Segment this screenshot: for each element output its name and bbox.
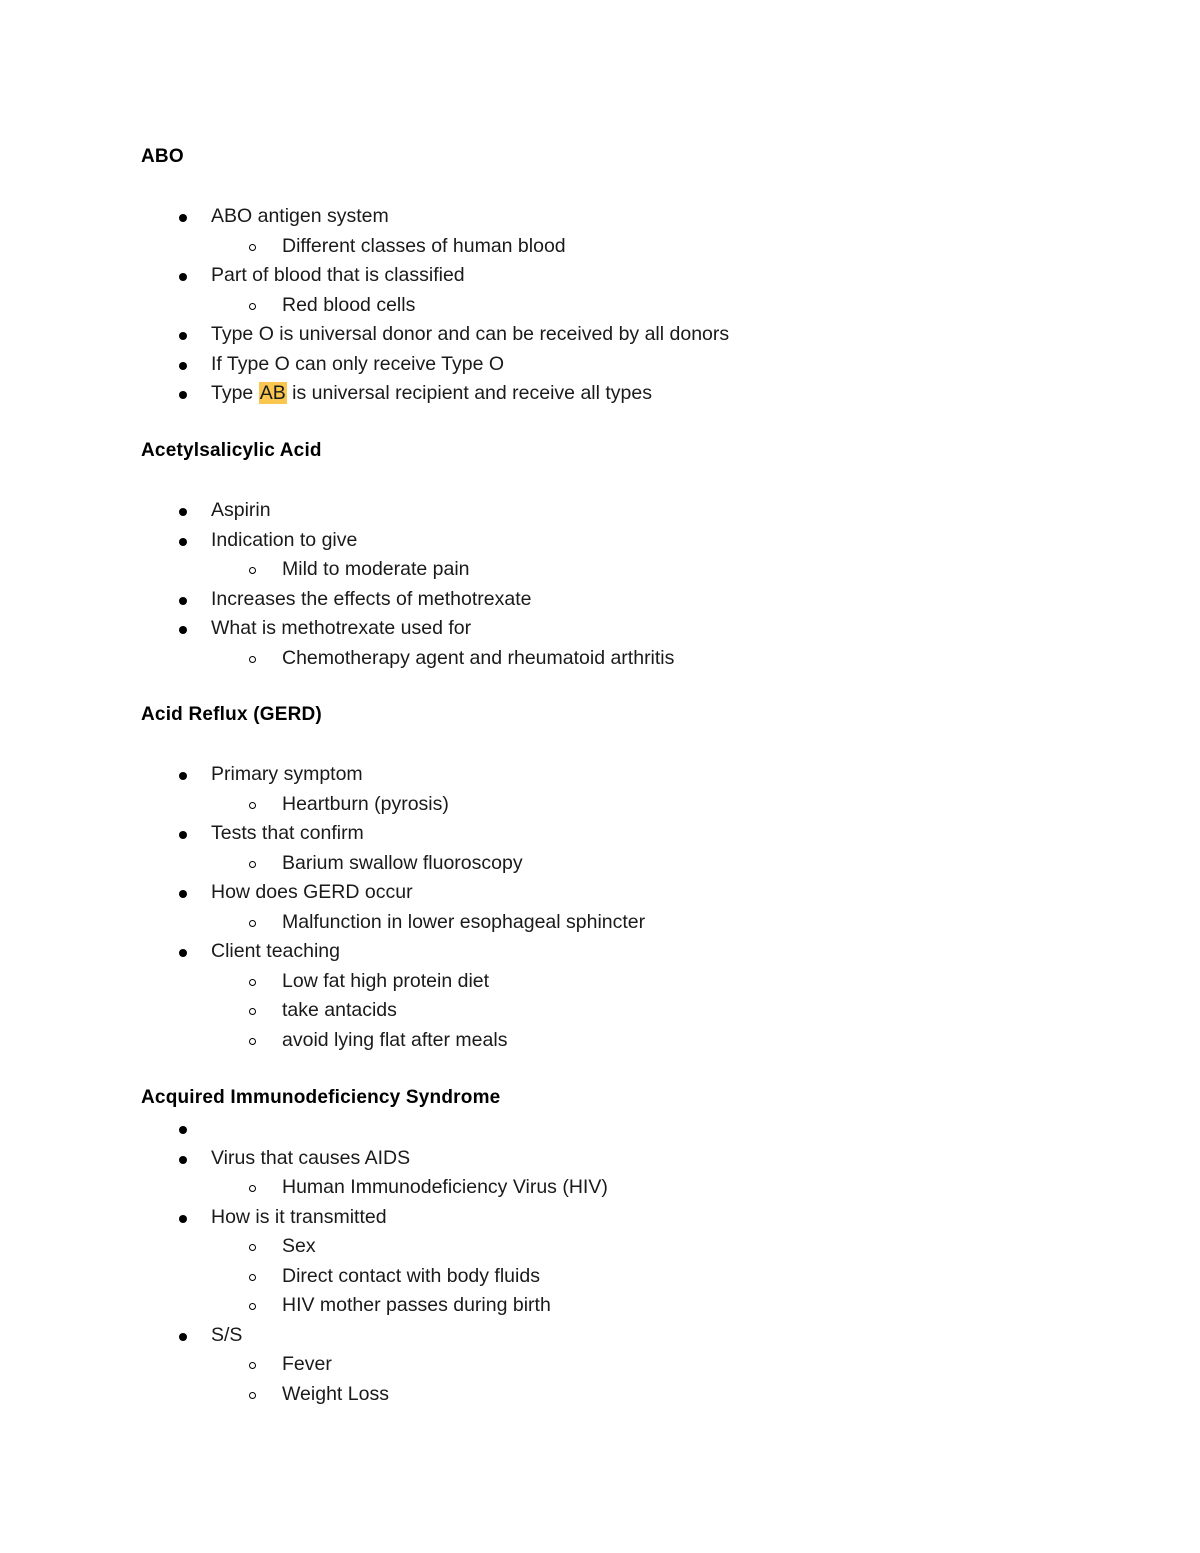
hollow-bullet-icon bbox=[249, 1008, 256, 1015]
list-item: S/S bbox=[211, 1323, 243, 1346]
list-item: Increases the effects of methotrexate bbox=[211, 587, 532, 610]
list-item: Primary symptom bbox=[211, 763, 363, 785]
list-item: Aspirin bbox=[211, 499, 271, 521]
list-item: Client teaching bbox=[211, 940, 340, 962]
sub-list-item: Sex bbox=[282, 1235, 316, 1257]
bullet-icon bbox=[179, 1215, 187, 1223]
hollow-bullet-icon bbox=[249, 567, 256, 574]
hollow-bullet-icon bbox=[249, 1362, 256, 1369]
highlighted-text: AB bbox=[259, 382, 286, 404]
list-item: How is it transmitted bbox=[211, 1205, 387, 1228]
hollow-bullet-icon bbox=[249, 244, 256, 251]
hollow-bullet-icon bbox=[249, 1038, 256, 1045]
sub-list-item: Fever bbox=[282, 1353, 332, 1375]
list-item: What is methotrexate used for bbox=[211, 617, 472, 639]
bullet-icon bbox=[179, 332, 187, 340]
bullet-icon bbox=[179, 831, 187, 839]
section-heading: Acid Reflux (GERD) bbox=[141, 704, 322, 725]
sub-list-item: Red blood cells bbox=[282, 293, 416, 316]
bullet-icon bbox=[179, 273, 187, 281]
bullet-icon bbox=[179, 626, 187, 634]
list-item: If Type O can only receive Type O bbox=[211, 352, 505, 375]
bullet-icon bbox=[179, 1333, 187, 1341]
section-heading: ABO bbox=[141, 146, 184, 167]
bullet-icon bbox=[179, 391, 187, 399]
bullet-icon bbox=[179, 772, 187, 780]
sub-list-item: take antacids bbox=[282, 999, 397, 1021]
sub-list-item: Weight Loss bbox=[282, 1382, 389, 1405]
bullet-icon bbox=[179, 508, 187, 516]
list-item: Tests that confirm bbox=[211, 822, 364, 844]
list-item: How does GERD occur bbox=[211, 881, 413, 903]
sub-list-item: Direct contact with body fluids bbox=[282, 1264, 540, 1287]
hollow-bullet-icon bbox=[249, 1303, 256, 1310]
hollow-bullet-icon bbox=[249, 920, 256, 927]
sub-list-item: Mild to moderate pain bbox=[282, 558, 470, 580]
hollow-bullet-icon bbox=[249, 979, 256, 986]
hollow-bullet-icon bbox=[249, 1274, 256, 1281]
hollow-bullet-icon bbox=[249, 303, 256, 310]
sub-list-item: Barium swallow fluoroscopy bbox=[282, 851, 523, 874]
sub-list-item: Different classes of human blood bbox=[282, 234, 566, 257]
hollow-bullet-icon bbox=[249, 1185, 256, 1192]
sub-list-item: Low fat high protein diet bbox=[282, 969, 490, 992]
sub-list-item: Chemotherapy agent and rheumatoid arthritis bbox=[282, 646, 675, 669]
list-item: ABO antigen system bbox=[211, 205, 389, 227]
sub-list-item: Human Immunodeficiency Virus (HIV) bbox=[282, 1176, 608, 1198]
hollow-bullet-icon bbox=[249, 1244, 256, 1251]
list-item: Indication to give bbox=[211, 528, 358, 551]
list-item: Type O is universal donor and can be received by all donors bbox=[211, 323, 730, 345]
bullet-icon bbox=[179, 1156, 187, 1164]
bullet-icon bbox=[179, 538, 187, 546]
sub-list-item: HIV mother passes during birth bbox=[282, 1294, 551, 1316]
section-heading: Acetylsalicylic Acid bbox=[141, 440, 322, 461]
bullet-icon bbox=[179, 1126, 187, 1134]
hollow-bullet-icon bbox=[249, 656, 256, 663]
bullet-icon bbox=[179, 214, 187, 222]
bullet-icon bbox=[179, 597, 187, 605]
bullet-icon bbox=[179, 949, 187, 957]
bullet-icon bbox=[179, 890, 187, 898]
sub-list-item: Heartburn (pyrosis) bbox=[282, 792, 449, 815]
section-heading: Acquired Immunodeficiency Syndrome bbox=[141, 1087, 501, 1108]
list-item-text: Type bbox=[211, 382, 259, 404]
hollow-bullet-icon bbox=[249, 802, 256, 809]
list-item-text: is universal recipient and receive all types bbox=[286, 382, 652, 404]
list-item: Part of blood that is classified bbox=[211, 264, 465, 286]
bullet-icon bbox=[179, 362, 187, 370]
sub-list-item: Malfunction in lower esophageal sphincter bbox=[282, 910, 646, 933]
list-item bbox=[211, 381, 652, 405]
list-item: Virus that causes AIDS bbox=[211, 1146, 411, 1169]
hollow-bullet-icon bbox=[249, 1392, 256, 1399]
hollow-bullet-icon bbox=[249, 861, 256, 868]
sub-list-item: avoid lying flat after meals bbox=[282, 1028, 508, 1051]
